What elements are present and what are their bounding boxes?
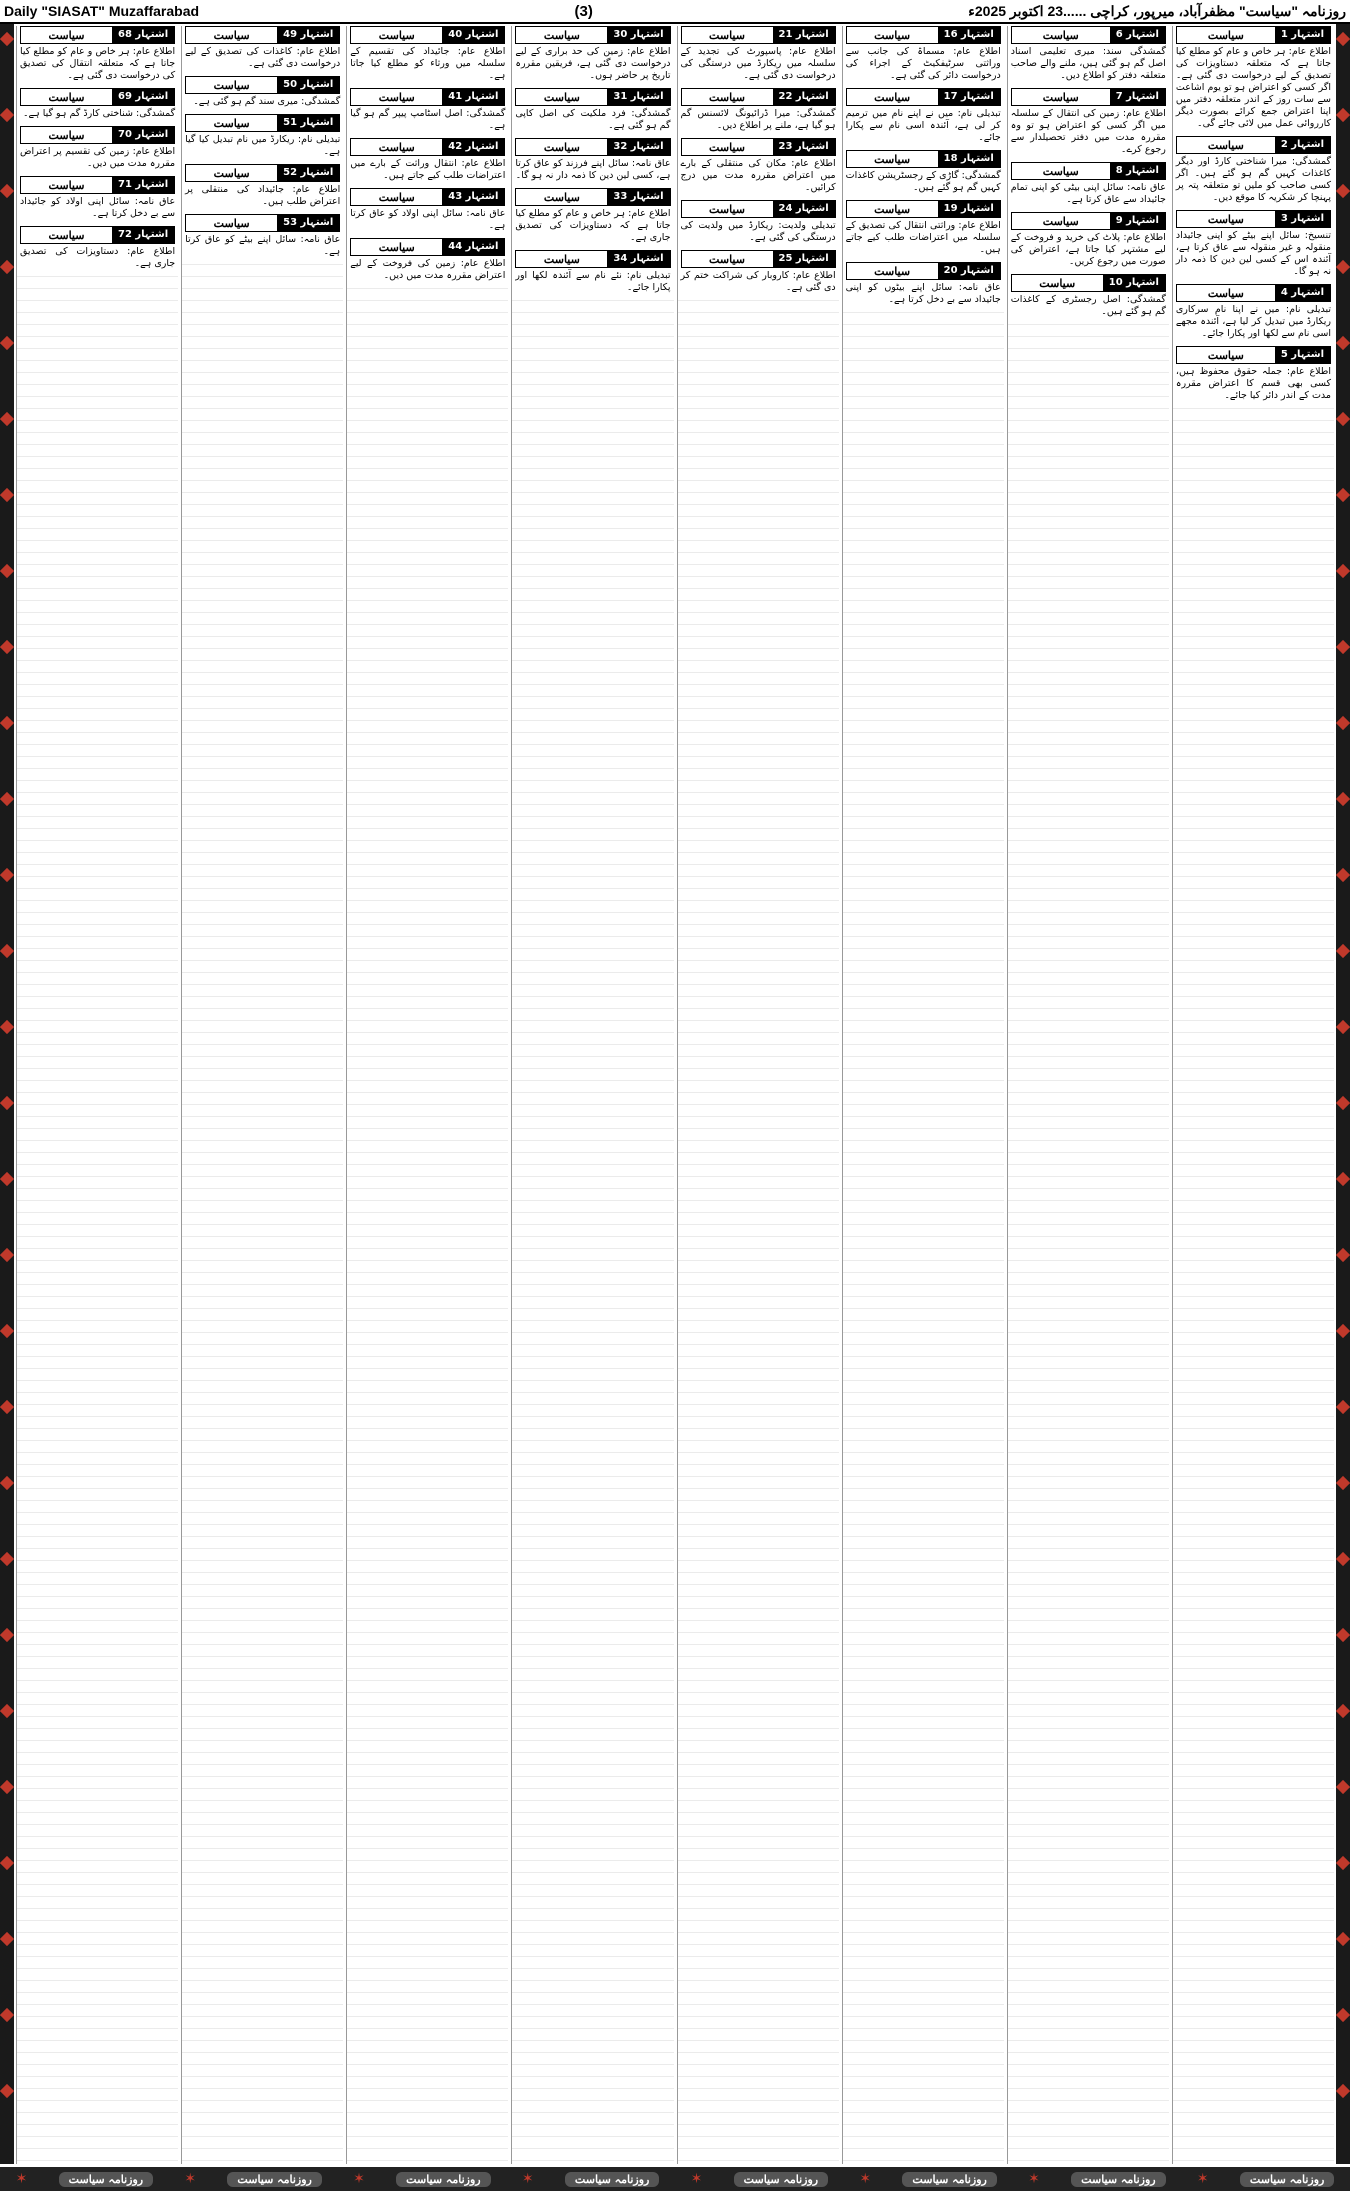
strip-star-icon	[0, 1932, 14, 1946]
strip-star-icon	[0, 32, 14, 46]
classified-brand: سیاست	[1042, 164, 1079, 178]
classified-body: گمشدگی: میرا شناختی کارڈ اور دیگر کاغذات کہیں گم ہو گئے ہیں۔ اگر کسی صاحب کو ملیں تو متعلقہ پتہ پر پہنچا کر شکریہ کا موقع دیں۔	[1175, 156, 1331, 203]
classified-item	[185, 26, 340, 70]
classified-number: اشتہار 10	[1103, 275, 1165, 291]
classified-header	[20, 126, 175, 144]
strip-star-icon	[1336, 716, 1350, 730]
classified-item	[1176, 284, 1331, 340]
column-text-filler	[347, 288, 508, 2164]
classified-header	[1176, 26, 1331, 44]
classified-body: تبدیلی ولدیت: ریکارڈ میں ولدیت کی درستگی کی گئی ہے۔	[680, 220, 836, 243]
column-6	[346, 26, 508, 2164]
classified-number: اشتہار 20	[938, 263, 1000, 279]
classified-brand: سیاست	[1207, 28, 1244, 42]
strip-star-icon	[1336, 1020, 1350, 1034]
classified-number: اشتہار 7	[1110, 89, 1165, 105]
footer-star-icon: ✶	[521, 2171, 534, 2187]
classified-brand: سیاست	[1039, 276, 1076, 290]
classified-item	[1176, 26, 1331, 130]
classified-header	[350, 138, 505, 156]
classified-number: اشتہار 53	[277, 215, 339, 231]
column-8	[16, 26, 178, 2164]
classified-body: اطلاع عام: کاغذات کی تصدیق کے لیے درخواست دی گئی ہے۔	[185, 46, 341, 69]
strip-star-icon	[1336, 412, 1350, 426]
strip-star-icon	[1336, 640, 1350, 654]
column-text-filler	[512, 300, 673, 2164]
classified-body: اطلاع عام: زمین کی فروخت کے لیے اعتراض مقررہ مدت میں دیں۔	[350, 258, 506, 281]
footer-brand: روزنامہ سیاست	[1071, 2172, 1165, 2187]
classified-number: اشتہار 69	[112, 89, 174, 105]
classified-number: اشتہار 32	[607, 139, 669, 155]
classified-header	[350, 26, 505, 44]
classified-header	[515, 250, 670, 268]
strip-star-icon	[1336, 1172, 1350, 1186]
classified-item	[1011, 212, 1166, 268]
classified-number: اشتہار 19	[938, 201, 1000, 217]
strip-star-icon	[1336, 1856, 1350, 1870]
classified-item	[515, 26, 670, 82]
classified-number: اشتہار 49	[277, 27, 339, 43]
classified-item	[515, 250, 670, 294]
footer-star-icon: ✶	[353, 2171, 365, 2187]
classified-body: اطلاع عام: زمین کی تقسیم پر اعتراض مقررہ مدت میں دیں۔	[20, 146, 176, 169]
classified-header	[1176, 346, 1331, 364]
strip-star-icon	[0, 1172, 14, 1186]
column-7	[181, 26, 343, 2164]
strip-star-icon	[1336, 1476, 1350, 1490]
classified-item	[515, 88, 670, 132]
classified-header	[20, 176, 175, 194]
classified-item	[1011, 26, 1166, 82]
classified-brand: سیاست	[1042, 214, 1079, 228]
strip-star-icon	[0, 2084, 14, 2098]
classified-header	[681, 138, 836, 156]
classified-item	[515, 188, 670, 244]
classified-item	[350, 238, 505, 282]
classified-item	[350, 138, 505, 182]
classified-header	[185, 26, 340, 44]
masthead	[0, 0, 1350, 24]
classified-brand: سیاست	[48, 28, 85, 42]
classified-body: گمشدگی: میری سند گم ہو گئی ہے۔	[193, 96, 341, 107]
classified-number: اشتہار 25	[773, 251, 835, 267]
classified-item	[846, 88, 1001, 144]
classified-number: اشتہار 51	[277, 115, 339, 131]
page-number: (3)	[574, 2, 593, 20]
strip-star-icon	[0, 1096, 14, 1110]
strip-star-icon	[0, 260, 14, 274]
classified-number: اشتہار 44	[442, 239, 504, 255]
classified-item	[1011, 162, 1166, 206]
classified-body: گمشدگی: فرد ملکیت کی اصل کاپی گم ہو گئی ہے۔	[515, 108, 671, 131]
classified-body: تبدیلی نام: ریکارڈ میں نام تبدیل کیا گیا ہے۔	[185, 134, 341, 157]
classified-body: عاق نامہ: سائل اپنے فرزند کو عاق کرتا ہے، کسی لین دین کا ذمہ دار نہ ہو گا۔	[515, 158, 671, 181]
left-decorative-strip	[0, 24, 14, 2164]
classified-body: اطلاع عام: جملہ حقوق محفوظ ہیں، کسی بھی قسم کا اعتراض مقررہ مدت کے اندر دائر کیا جائے۔	[1175, 366, 1331, 401]
strip-star-icon	[1336, 1932, 1350, 1946]
classified-item	[20, 226, 175, 270]
classified-brand: سیاست	[48, 128, 85, 142]
strip-star-icon	[0, 868, 14, 882]
classified-item	[846, 150, 1001, 194]
classified-brand: سیاست	[709, 90, 745, 104]
classified-brand: سیاست	[709, 28, 745, 42]
classified-brand: سیاست	[378, 240, 415, 254]
classified-brand: سیاست	[709, 202, 745, 216]
classified-brand: سیاست	[213, 216, 250, 230]
classified-body: اطلاع عام: زمین کی انتقال کے سلسلہ میں اگر کسی کو اعتراض ہو تو وہ مقررہ مدت میں دفتر تحصیلدار سے رجوع کرے۔	[1010, 108, 1166, 155]
classified-header	[350, 238, 505, 256]
classified-item	[681, 200, 836, 244]
classified-header	[1011, 212, 1166, 230]
classified-item	[20, 126, 175, 170]
strip-star-icon	[0, 2008, 14, 2022]
classified-item	[350, 188, 505, 232]
classified-header	[515, 26, 670, 44]
classified-body: عاق نامہ: سائل اپنے بیٹے کو عاق کرتا ہے۔	[185, 234, 341, 257]
classified-header	[20, 226, 175, 244]
footer-brand: روزنامہ سیاست	[59, 2172, 153, 2187]
strip-star-icon	[0, 1324, 14, 1338]
classified-brand: سیاست	[213, 28, 250, 42]
strip-star-icon	[1336, 1248, 1350, 1262]
strip-star-icon	[1336, 1704, 1350, 1718]
classified-header	[1011, 274, 1166, 292]
strip-star-icon	[0, 184, 14, 198]
classified-number: اشتہار 4	[1275, 285, 1330, 301]
classified-body: عاق نامہ: سائل اپنے بیٹوں کو اپنی جائیداد سے بے دخل کرتا ہے۔	[845, 282, 1001, 305]
strip-star-icon	[1336, 488, 1350, 502]
classified-number: اشتہار 17	[938, 89, 1000, 105]
classified-header	[846, 88, 1001, 106]
classified-brand: سیاست	[1042, 28, 1079, 42]
classified-body: اطلاع عام: ہر خاص و عام کو مطلع کیا جاتا ہے کہ متعلقہ انتقال کی تصدیق کی درخواست دی گئی ہے۔	[20, 46, 176, 81]
strip-star-icon	[0, 564, 14, 578]
classified-brand: سیاست	[378, 28, 415, 42]
classified-brand: سیاست	[48, 228, 85, 242]
footer-star-icon: ✶	[184, 2171, 197, 2187]
classified-header	[350, 188, 505, 206]
strip-star-icon	[0, 716, 14, 730]
footer-star-icon: ✶	[1028, 2171, 1040, 2187]
column-1	[1172, 26, 1334, 2164]
classified-brand: سیاست	[1207, 348, 1244, 362]
classified-brand: سیاست	[709, 252, 745, 266]
classified-brand: سیاست	[378, 190, 415, 204]
classified-body: اطلاع عام: وراثتی انتقال کی تصدیق کے سلسلہ میں اعتراضات طلب کیے جاتے ہیں۔	[845, 220, 1001, 255]
classified-item	[1176, 346, 1331, 402]
classified-number: اشتہار 50	[277, 77, 339, 93]
classified-body: گمشدگی سند: میری تعلیمی اسناد اصل گم ہو گئی ہیں، ملنے والے صاحب متعلقہ دفتر کو اطلاع دیں۔	[1010, 46, 1166, 81]
classified-body: اطلاع عام: زمین کی حد براری کے لیے درخواست دی گئی ہے، فریقین مقررہ تاریخ پر حاضر ہوں۔	[515, 46, 671, 81]
classified-item	[1011, 274, 1166, 318]
classified-number: اشتہار 34	[607, 251, 669, 267]
classified-body: اطلاع عام: پلاٹ کی خرید و فروخت کے لیے مشتہر کیا جاتا ہے، اعتراض کی صورت میں رجوع کریں۔	[1010, 232, 1166, 267]
footer-brand: روزنامہ سیاست	[565, 2172, 659, 2187]
classified-body: عاق نامہ: سائل اپنی اولاد کو عاق کرتا ہے۔	[350, 208, 506, 231]
classified-brand: سیاست	[543, 90, 580, 104]
strip-star-icon	[1336, 564, 1350, 578]
classified-item	[185, 164, 340, 208]
footer-brand: روزنامہ سیاست	[227, 2172, 321, 2187]
classified-number: اشتہار 2	[1275, 137, 1330, 153]
strip-star-icon	[0, 108, 14, 122]
classified-brand: سیاست	[1207, 286, 1244, 300]
classified-header	[681, 250, 836, 268]
classified-item	[350, 26, 505, 82]
strip-star-icon	[1336, 1400, 1350, 1414]
classified-number: اشتہار 68	[112, 27, 174, 43]
column-5	[511, 26, 673, 2164]
classified-body: اطلاع عام: ہر خاص و عام کو مطلع کیا جاتا ہے کہ دستاویزات کی تصدیق جاری ہے۔	[515, 208, 671, 243]
classified-number: اشتہار 1	[1275, 27, 1330, 43]
classified-number: اشتہار 52	[277, 165, 339, 181]
classified-body: عاق نامہ: سائل اپنی بیٹی کو اپنی تمام جائیداد سے عاق کرتا ہے۔	[1010, 182, 1166, 205]
footer-star-icon: ✶	[859, 2171, 872, 2187]
classified-brand: سیاست	[1207, 138, 1244, 152]
classified-number: اشتہار 31	[607, 89, 669, 105]
classified-number: اشتہار 43	[442, 189, 504, 205]
strip-star-icon	[0, 1552, 14, 1566]
strip-star-icon	[0, 1628, 14, 1642]
classified-item	[185, 114, 340, 158]
strip-star-icon	[1336, 336, 1350, 350]
strip-star-icon	[1336, 944, 1350, 958]
column-2	[1007, 26, 1169, 2164]
column-text-filler	[17, 276, 178, 2164]
classified-header	[1011, 88, 1166, 106]
footer-star-icon: ✶	[15, 2171, 28, 2187]
classified-brand: سیاست	[874, 28, 911, 42]
classified-header	[20, 88, 175, 106]
classified-body: اطلاع عام: جائیداد کی منتقلی پر اعتراض طلب ہیں۔	[185, 184, 341, 207]
classified-header	[846, 262, 1001, 280]
classified-item	[1176, 210, 1331, 278]
footer-brand: روزنامہ سیاست	[1240, 2172, 1334, 2187]
classified-body: اطلاع عام: ہر خاص و عام کو مطلع کیا جاتا ہے کہ متعلقہ دستاویزات کی تصدیق کے لیے درخواست دی گئی ہے۔ اگر کسی کو اعتراض ہو تو یوم اشاعت سے سات روز کے اندر متعلقہ دفتر میں اپنا اعتراض جمع کرائے بصورت دیگر کارروائی عمل میں لائی جائے گی۔	[1175, 46, 1331, 129]
classified-body: گمشدگی: اصل اسٹامپ پیپر گم ہو گیا ہے۔	[350, 108, 506, 131]
classified-header	[185, 76, 340, 94]
classified-header	[185, 214, 340, 232]
strip-star-icon	[1336, 184, 1350, 198]
strip-star-icon	[0, 792, 14, 806]
classified-header	[846, 26, 1001, 44]
strip-star-icon	[1336, 2008, 1350, 2022]
classified-item	[681, 138, 836, 194]
classified-brand: سیاست	[378, 140, 415, 154]
classified-body: عاق نامہ: سائل اپنی اولاد کو جائیداد سے بے دخل کرتا ہے۔	[20, 196, 176, 219]
classified-item	[20, 88, 175, 120]
strip-star-icon	[1336, 1096, 1350, 1110]
footer-star-icon: ✶	[1196, 2171, 1209, 2187]
classified-header	[350, 88, 505, 106]
classified-item	[350, 88, 505, 132]
strip-star-icon	[0, 944, 14, 958]
classified-brand: سیاست	[213, 166, 250, 180]
strip-star-icon	[0, 640, 14, 654]
classified-body: گمشدگی: گاڑی کے رجسٹریشن کاغذات کہیں گم ہو گئے ہیں۔	[845, 170, 1001, 193]
classified-number: اشتہار 8	[1110, 163, 1165, 179]
classified-body: اطلاع عام: دستاویزات کی تصدیق جاری ہے۔	[20, 246, 176, 269]
classified-brand: سیاست	[543, 28, 580, 42]
classified-body: اطلاع عام: جائیداد کی تقسیم کے سلسلہ میں ورثاء کو مطلع کیا جاتا ہے۔	[350, 46, 506, 81]
classified-number: اشتہار 23	[773, 139, 835, 155]
classified-number: اشتہار 6	[1110, 27, 1165, 43]
classified-item	[681, 88, 836, 132]
classified-header	[20, 26, 175, 44]
classified-body: اطلاع عام: مسماۃ کی جانب سے وراثتی سرٹیفکیٹ کے اجراء کی درخواست دائر کی گئی ہے۔	[845, 46, 1001, 81]
classified-number: اشتہار 33	[607, 189, 669, 205]
classified-header	[515, 188, 670, 206]
classified-item	[20, 26, 175, 82]
classified-brand: سیاست	[1207, 212, 1244, 226]
classified-header	[681, 26, 836, 44]
column-3	[842, 26, 1004, 2164]
classified-body: تبدیلی نام: نئے نام سے آئندہ لکھا اور پکارا جائے۔	[515, 270, 671, 293]
classified-header	[515, 88, 670, 106]
classified-body: گمشدگی: میرا ڈرائیونگ لائسنس گم ہو گیا ہے، ملنے پر اطلاع دیں۔	[680, 108, 836, 131]
column-4	[677, 26, 839, 2164]
strip-star-icon	[0, 336, 14, 350]
classified-body: گمشدگی: شناختی کارڈ گم ہو گیا ہے۔	[22, 108, 176, 119]
classified-header	[185, 164, 340, 182]
classified-item	[185, 214, 340, 258]
strip-star-icon	[1336, 260, 1350, 274]
classified-brand: سیاست	[874, 202, 911, 216]
classified-number: اشتہار 72	[112, 227, 174, 243]
classified-number: اشتہار 16	[938, 27, 1000, 43]
strip-star-icon	[1336, 2084, 1350, 2098]
strip-star-icon	[0, 1704, 14, 1718]
classified-brand: سیاست	[48, 178, 85, 192]
classified-number: اشتہار 24	[773, 201, 835, 217]
classified-brand: سیاست	[1042, 90, 1079, 104]
strip-star-icon	[0, 1856, 14, 1870]
strip-star-icon	[0, 1020, 14, 1034]
classified-item	[846, 262, 1001, 306]
classified-brand: سیاست	[543, 140, 580, 154]
footer-brand: روزنامہ سیاست	[396, 2172, 490, 2187]
classified-item	[20, 176, 175, 220]
classified-item	[846, 26, 1001, 82]
strip-star-icon	[1336, 1780, 1350, 1794]
classified-item	[846, 200, 1001, 256]
classified-brand: سیاست	[378, 90, 415, 104]
classified-header	[185, 114, 340, 132]
strip-star-icon	[1336, 1552, 1350, 1566]
classified-header	[1176, 284, 1331, 302]
strip-star-icon	[0, 1248, 14, 1262]
strip-star-icon	[1336, 792, 1350, 806]
strip-star-icon	[1336, 32, 1350, 46]
strip-star-icon	[0, 1400, 14, 1414]
classified-body: گمشدگی: اصل رجسٹری کے کاغذات گم ہو گئے ہیں۔	[1010, 294, 1166, 317]
classified-item	[681, 250, 836, 294]
classified-header	[681, 88, 836, 106]
classified-brand: سیاست	[48, 90, 85, 104]
column-text-filler	[182, 264, 343, 2164]
classified-number: اشتہار 18	[938, 151, 1000, 167]
classified-brand: سیاست	[213, 116, 250, 130]
classified-item	[681, 26, 836, 82]
classified-header	[515, 138, 670, 156]
column-text-filler	[843, 312, 1004, 2164]
strip-star-icon	[0, 1476, 14, 1490]
classified-body: اطلاع عام: انتقال وراثت کے بارے میں اعتراضات طلب کیے جاتے ہیں۔	[350, 158, 506, 181]
classified-number: اشتہار 21	[773, 27, 835, 43]
classified-header	[846, 150, 1001, 168]
classified-brand: سیاست	[709, 140, 745, 154]
classified-number: اشتہار 41	[442, 89, 504, 105]
classified-brand: سیاست	[543, 190, 580, 204]
classified-item	[1011, 88, 1166, 156]
classified-brand: سیاست	[874, 264, 911, 278]
classified-number: اشتہار 9	[1110, 213, 1165, 229]
strip-star-icon	[1336, 1628, 1350, 1642]
classified-body: تبدیلی نام: میں نے اپنا نام سرکاری ریکارڈ میں تبدیل کر لیا ہے، آئندہ مجھے اسی نام سے لکھا اور پکارا جائے۔	[1175, 304, 1331, 339]
classified-number: اشتہار 70	[112, 127, 174, 143]
footer-brand: روزنامہ سیاست	[902, 2172, 996, 2187]
classified-item	[1176, 136, 1331, 204]
footer-brand: روزنامہ سیاست	[734, 2172, 828, 2187]
classified-number: اشتہار 3	[1275, 211, 1330, 227]
classified-number: اشتہار 22	[773, 89, 835, 105]
classified-header	[1176, 210, 1331, 228]
masthead-right: روزنامہ "سیاست" مظفرآباد، میرپور، کراچی ......23 اکتوبر 2025ء	[968, 2, 1346, 19]
classified-header	[681, 200, 836, 218]
classified-brand: سیاست	[543, 252, 580, 266]
strip-star-icon	[1336, 1324, 1350, 1338]
classified-header	[1011, 26, 1166, 44]
classified-number: اشتہار 30	[607, 27, 669, 43]
strip-star-icon	[0, 1780, 14, 1794]
footer-star-icon: ✶	[690, 2171, 703, 2187]
classified-body: اطلاع عام: کاروبار کی شراکت ختم کر دی گئی ہے۔	[680, 270, 836, 293]
classified-body: اطلاع عام: مکان کی منتقلی کے بارے میں اعتراض مقررہ مدت میں درج کرائیں۔	[680, 158, 836, 193]
classified-body: تبدیلی نام: میں نے اپنے نام میں ترمیم کر لی ہے، آئندہ اسی نام سے پکارا جائے۔	[845, 108, 1001, 143]
classified-body: تنسیخ: سائل اپنے بیٹے کو اپنی جائیداد منقولہ و غیر منقولہ سے عاق کرتا ہے، آئندہ اس کے کسی لین دین کا ذمہ دار نہ ہو گا۔	[1175, 230, 1331, 277]
masthead-left: Daily "SIASAT" Muzaffarabad	[4, 3, 200, 19]
classified-brand: سیاست	[874, 90, 911, 104]
strip-star-icon	[1336, 108, 1350, 122]
classified-number: اشتہار 42	[442, 139, 504, 155]
classified-item	[185, 76, 340, 108]
columns-area	[16, 26, 1334, 2164]
classified-body: اطلاع عام: پاسپورٹ کی تجدید کے سلسلہ میں ریکارڈ میں درستگی کی درخواست دی گئی ہے۔	[680, 46, 836, 81]
column-text-filler	[1008, 324, 1169, 2164]
strip-star-icon	[0, 488, 14, 502]
strip-star-icon	[0, 412, 14, 426]
footer-strip	[0, 2167, 1350, 2191]
strip-star-icon	[1336, 868, 1350, 882]
classified-number: اشتہار 40	[442, 27, 504, 43]
right-decorative-strip	[1336, 24, 1350, 2164]
classified-header	[1011, 162, 1166, 180]
column-text-filler	[678, 300, 839, 2164]
classified-number: اشتہار 71	[112, 177, 174, 193]
classified-item	[515, 138, 670, 182]
column-text-filler	[1173, 408, 1334, 2164]
classified-number: اشتہار 5	[1275, 347, 1330, 363]
classified-header	[1176, 136, 1331, 154]
classified-brand: سیاست	[874, 152, 911, 166]
classified-brand: سیاست	[213, 78, 250, 92]
classified-header	[846, 200, 1001, 218]
